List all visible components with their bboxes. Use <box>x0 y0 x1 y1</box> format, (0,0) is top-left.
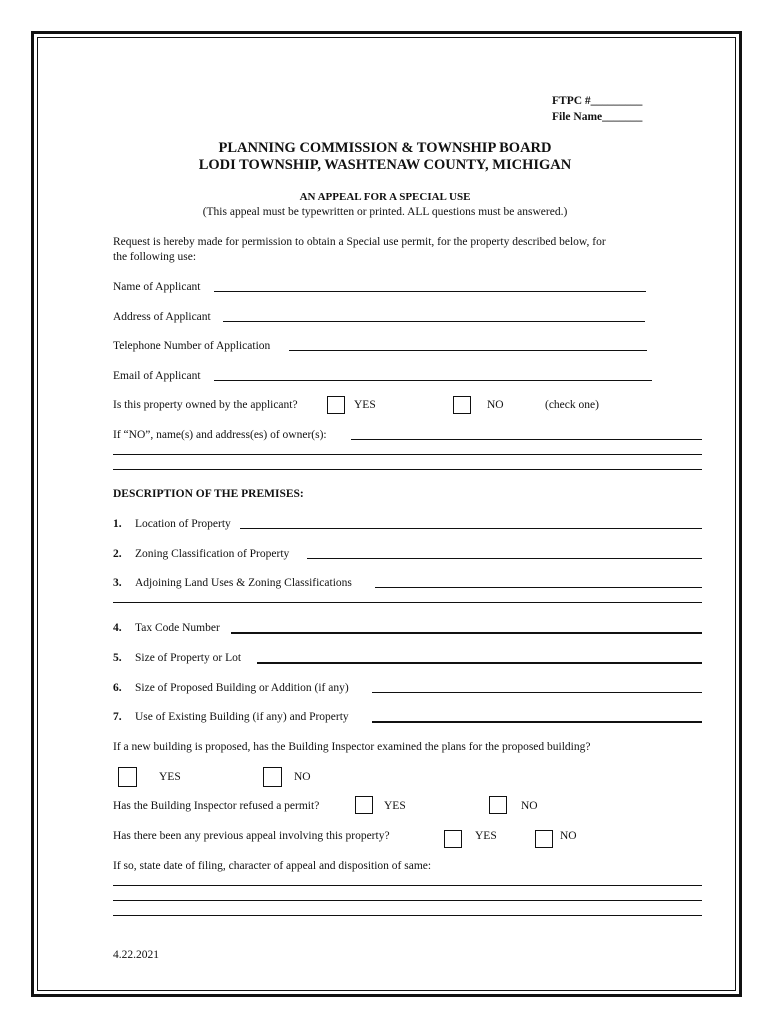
premises-item-size <box>113 651 241 665</box>
item-number: 5. <box>113 652 122 664</box>
existing-use-field[interactable] <box>372 721 702 723</box>
examined-no-checkbox[interactable] <box>263 767 282 787</box>
file-name: File Name_______ <box>552 111 643 123</box>
item-number: 4. <box>113 622 122 634</box>
zoning-field[interactable] <box>307 558 702 559</box>
applicant-phone-label: Telephone Number of Application <box>113 340 271 352</box>
premises-item-zoning <box>113 547 289 561</box>
owner-field-line2[interactable] <box>113 454 702 455</box>
item-label: Location of Property <box>135 518 231 530</box>
appeal-details-line1[interactable] <box>113 885 702 886</box>
inspector-examined-question: If a new building is proposed, has the Building Inspector examined the plans for the proposed building? <box>113 741 591 753</box>
form-subtitle: AN APPEAL FOR A SPECIAL USE <box>299 191 471 203</box>
applicant-name-label: Name of Applicant <box>113 281 201 293</box>
size-field[interactable] <box>257 662 702 664</box>
owned-no-checkbox[interactable] <box>453 396 471 414</box>
item-label: Size of Proposed Building or Addition (if any) <box>135 682 349 694</box>
form-note: (This appeal must be typewritten or printed. ALL questions must be answered.) <box>202 206 568 218</box>
applicant-email-field[interactable] <box>214 380 652 381</box>
item-label: Size of Property or Lot <box>135 652 242 664</box>
location-field[interactable] <box>240 528 702 529</box>
revision-date: 4.22.2021 <box>113 949 159 961</box>
item-label: Tax Code Number <box>135 622 220 634</box>
refused-no-label: NO <box>521 800 538 812</box>
adjoining-field-line1[interactable] <box>375 587 702 588</box>
item-number: 3. <box>113 577 122 589</box>
page-title-line2: LODI TOWNSHIP, WASHTENAW COUNTY, MICHIGAN <box>198 157 572 173</box>
page-border-inner <box>37 37 736 991</box>
examined-yes-label: YES <box>159 771 181 783</box>
if-so-label: If so, state date of filing, character of appeal and disposition of same: <box>113 860 432 872</box>
examined-yes-checkbox[interactable] <box>118 767 137 787</box>
applicant-phone-field[interactable] <box>289 350 647 351</box>
applicant-email-label: Email of Applicant <box>113 370 201 382</box>
owner-label: If “NO”, name(s) and address(es) of owner(s): <box>113 429 327 441</box>
applicant-address-field[interactable] <box>223 321 645 322</box>
item-number: 1. <box>113 518 122 530</box>
owner-field-line1[interactable] <box>351 439 702 440</box>
examined-no-label: NO <box>294 771 311 783</box>
premises-item-location <box>113 517 231 531</box>
ftpc-number: FTPC #_________ <box>552 95 643 107</box>
appeal-details-line3[interactable] <box>113 915 702 916</box>
premises-heading: DESCRIPTION OF THE PREMISES: <box>113 488 304 500</box>
refused-yes-label: YES <box>384 800 406 812</box>
adjoining-field-line2[interactable] <box>113 602 702 603</box>
owner-field-line3[interactable] <box>113 469 702 470</box>
previous-no-label: NO <box>560 830 577 842</box>
previous-no-checkbox[interactable] <box>535 830 553 848</box>
tax-code-field[interactable] <box>231 632 702 634</box>
previous-appeal-question: Has there been any previous appeal involving this property? <box>113 830 390 842</box>
owned-question: Is this property owned by the applicant? <box>113 399 298 411</box>
inspector-refused-question: Has the Building Inspector refused a permit? <box>113 800 320 812</box>
premises-item-adjoining <box>113 576 352 590</box>
owned-yes-label: YES <box>354 399 376 411</box>
proposed-building-field[interactable] <box>372 692 702 693</box>
intro-line1: Request is hereby made for permission to obtain a Special use permit, for the property described below, for <box>113 236 606 248</box>
premises-item-tax-code <box>113 621 220 635</box>
previous-yes-label: YES <box>475 830 497 842</box>
item-label: Zoning Classification of Property <box>135 548 290 560</box>
item-number: 7. <box>113 711 122 723</box>
premises-item-existing-use <box>113 710 349 724</box>
refused-yes-checkbox[interactable] <box>355 796 373 814</box>
previous-yes-checkbox[interactable] <box>444 830 462 848</box>
check-one-note: (check one) <box>545 399 599 411</box>
appeal-details-line2[interactable] <box>113 900 702 901</box>
item-label: Use of Existing Building (if any) and Property <box>135 711 349 723</box>
premises-item-proposed-building <box>113 681 349 695</box>
applicant-address-label: Address of Applicant <box>113 311 211 323</box>
applicant-name-field[interactable] <box>214 291 646 292</box>
item-label: Adjoining Land Uses & Zoning Classifications <box>135 577 352 589</box>
owned-yes-checkbox[interactable] <box>327 396 345 414</box>
page-title-line1: PLANNING COMMISSION & TOWNSHIP BOARD <box>218 140 552 156</box>
intro-line2: the following use: <box>113 251 197 263</box>
item-number: 2. <box>113 548 122 560</box>
item-number: 6. <box>113 682 122 694</box>
owned-no-label: NO <box>487 399 504 411</box>
refused-no-checkbox[interactable] <box>489 796 507 814</box>
